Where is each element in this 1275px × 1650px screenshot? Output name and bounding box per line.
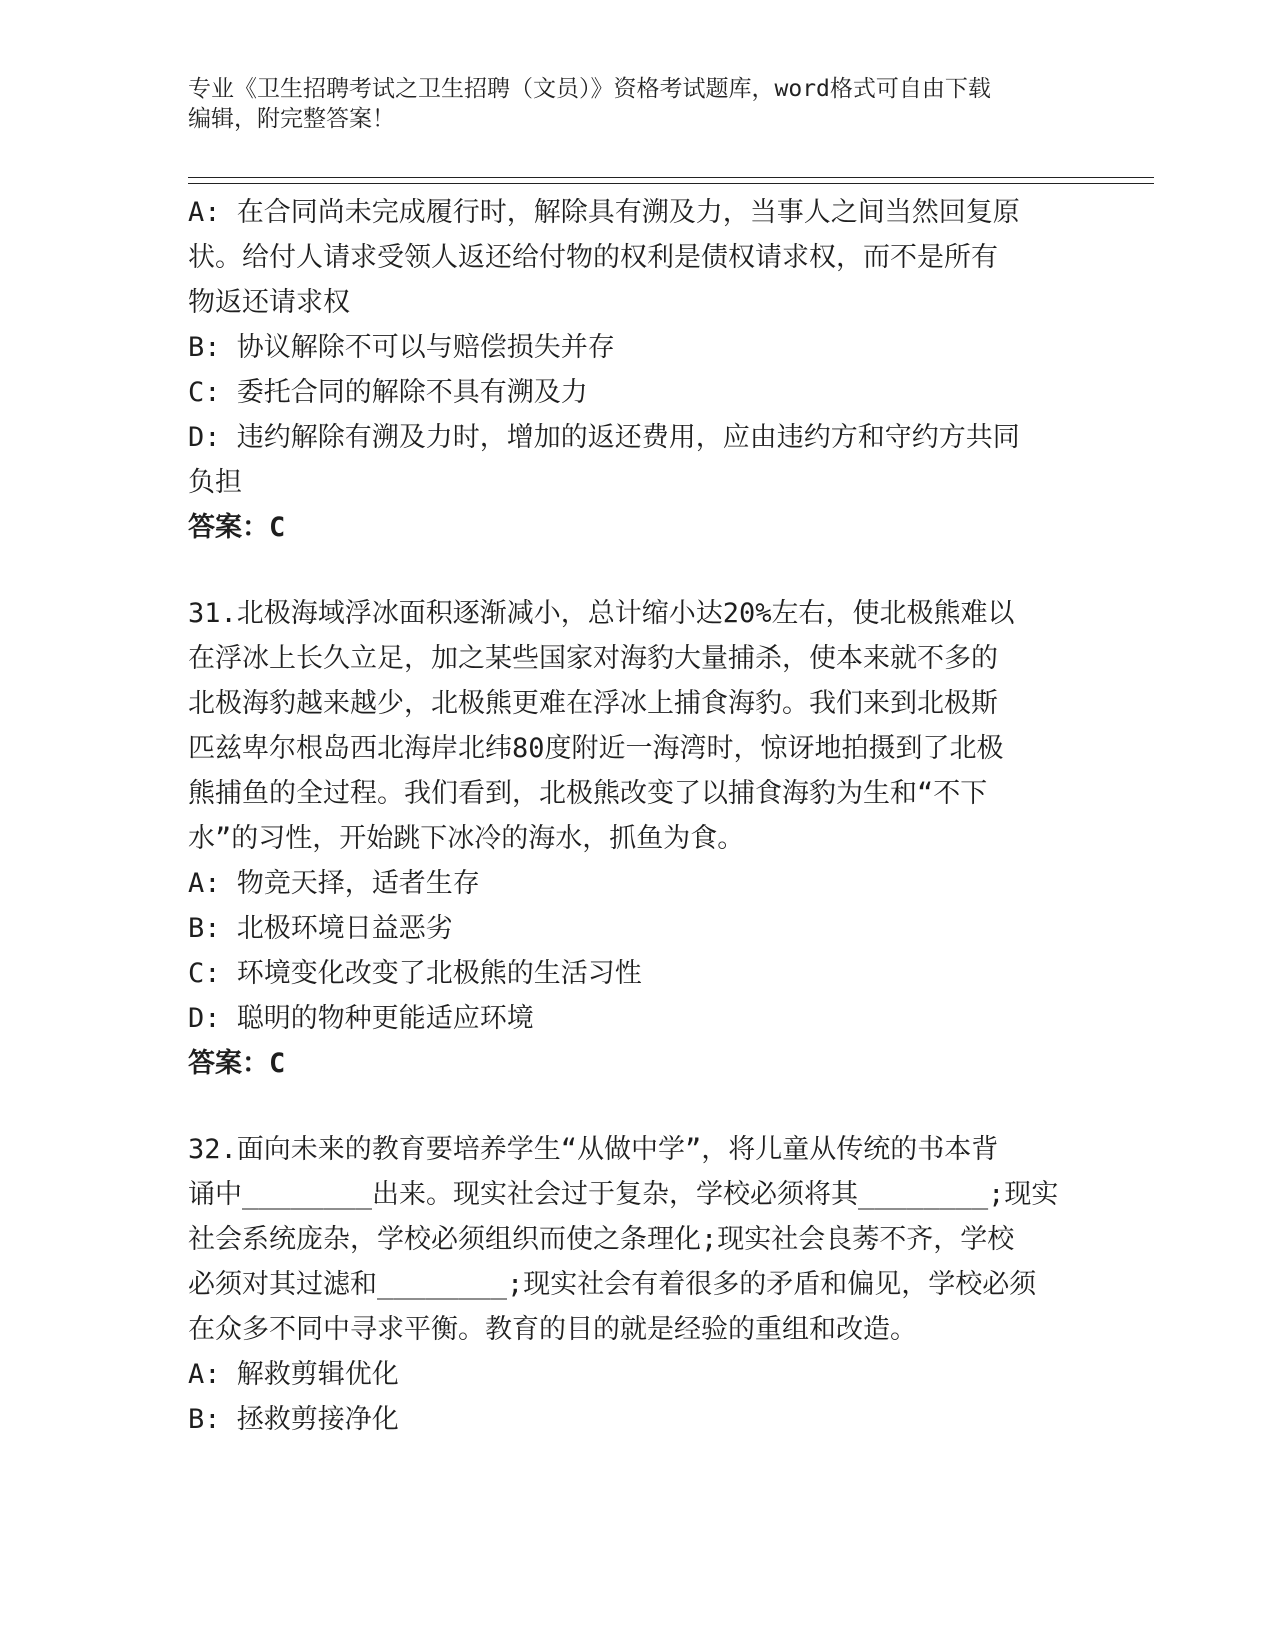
stem-line-3: 北极海豹越来越少，北极熊更难在浮冰上捕食海豹。我们来到北极斯	[188, 688, 998, 719]
question-content	[188, 190, 1078, 1442]
stem-line-6: 水”的习性，开始跳下冰冷的海水，抓鱼为食。	[188, 823, 745, 854]
option-b: B: 北极环境日益恶劣	[188, 913, 453, 944]
option-a-line-2: 状。给付人请求受领人返还给付物的权利是债权请求权，而不是所有	[188, 242, 998, 273]
option-c: C: 环境变化改变了北极熊的生活习性	[188, 958, 642, 989]
spacer	[188, 550, 1078, 591]
option-a: A: 解救剪辑优化	[188, 1359, 399, 1390]
option-a-line-1: A: 在合同尚未完成履行时，解除具有溯及力，当事人之间当然回复原	[188, 197, 1020, 228]
answer: 答案：C	[188, 512, 286, 543]
document-header	[188, 74, 1068, 134]
question-30-tail	[188, 190, 1078, 550]
answer: 答案：C	[188, 1048, 286, 1079]
option-d-line-2: 负担	[188, 467, 242, 498]
question-32	[188, 1127, 1078, 1442]
stem-line-1: 32.面向未来的教育要培养学生“从做中学”，将儿童从传统的书本背	[188, 1134, 999, 1165]
stem-line-2: 在浮冰上长久立足，加之某些国家对海豹大量捕杀，使本来就不多的	[188, 643, 998, 674]
stem-line-3: 社会系统庞杂，学校必须组织而使之条理化;现实社会良莠不齐，学校	[188, 1224, 1015, 1255]
stem-line-5: 在众多不同中寻求平衡。教育的目的就是经验的重组和改造。	[188, 1314, 917, 1345]
option-a: A: 物竞天择，适者生存	[188, 868, 480, 899]
option-b: B: 协议解除不可以与赔偿损失并存	[188, 332, 615, 363]
stem-line-1: 31.北极海域浮冰面积逐渐减小，总计缩小达20%左右，使北极熊难以	[188, 598, 1015, 629]
stem-line-4: 匹兹卑尔根岛西北海岸北纬80度附近一海湾时，惊讶地拍摄到了北极	[188, 733, 1004, 764]
stem-line-2: 诵中________出来。现实社会过于复杂，学校必须将其________;现实	[188, 1179, 1059, 1210]
question-31	[188, 591, 1078, 1086]
option-a-line-3: 物返还请求权	[188, 287, 350, 318]
option-b: B: 拯救剪接净化	[188, 1404, 399, 1435]
option-d-line-1: D: 违约解除有溯及力时，增加的返还费用，应由违约方和守约方共同	[188, 422, 1020, 453]
header-line-1: 专业《卫生招聘考试之卫生招聘（文员）》资格考试题库，word格式可自由下载	[188, 76, 991, 102]
header-divider-bottom	[188, 183, 1154, 184]
header-line-2: 编辑，附完整答案！	[188, 106, 395, 132]
spacer	[188, 1086, 1078, 1127]
option-c: C: 委托合同的解除不具有溯及力	[188, 377, 588, 408]
option-d: D: 聪明的物种更能适应环境	[188, 1003, 534, 1034]
stem-line-5: 熊捕鱼的全过程。我们看到，北极熊改变了以捕食海豹为生和“不下	[188, 778, 988, 809]
header-divider-top	[188, 177, 1154, 178]
stem-line-4: 必须对其过滤和________;现实社会有着很多的矛盾和偏见，学校必须	[188, 1269, 1037, 1300]
